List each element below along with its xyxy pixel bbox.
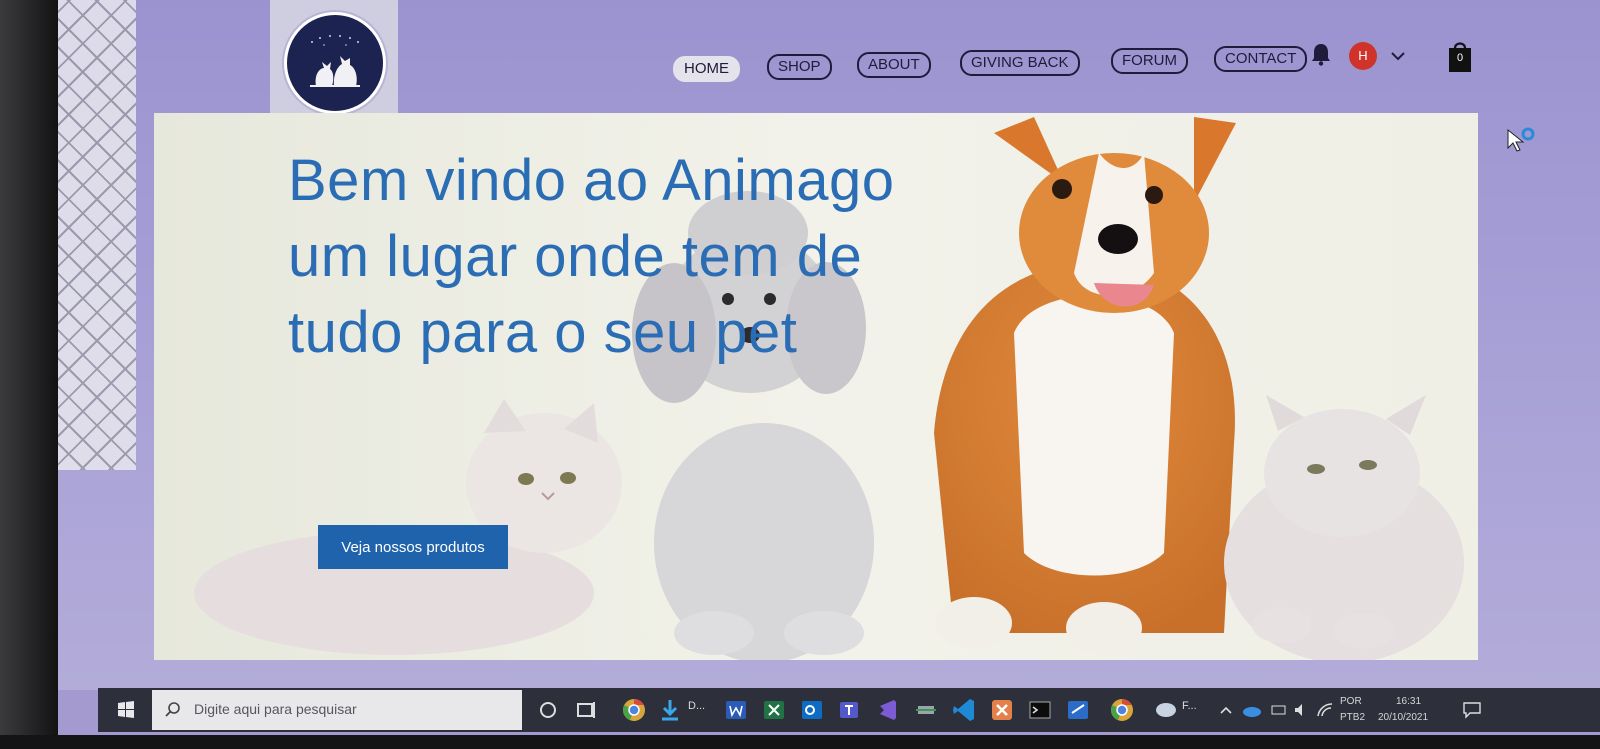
task-view-icon[interactable] <box>572 696 600 724</box>
clock-date[interactable]: 20/10/2021 <box>1378 712 1429 723</box>
app-icon[interactable] <box>1064 696 1092 724</box>
active-window-icon[interactable] <box>1152 696 1180 724</box>
notification-icon[interactable] <box>1462 700 1482 720</box>
vscode-icon[interactable] <box>950 696 978 724</box>
screen <box>58 0 1600 735</box>
battery-icon[interactable] <box>1270 701 1288 719</box>
speaker-icon[interactable] <box>1292 701 1310 719</box>
windows-taskbar <box>98 688 1600 732</box>
nav-home[interactable]: HOME <box>673 56 740 82</box>
taskbar-search-box[interactable] <box>152 690 522 730</box>
hero-title-line-2: um lugar onde tem de <box>288 224 863 289</box>
visual-studio-icon[interactable] <box>874 696 902 724</box>
chrome-icon[interactable] <box>1108 696 1136 724</box>
clock-time[interactable]: 16:31 <box>1396 696 1422 707</box>
cart-count: 0 <box>1456 52 1464 64</box>
excel-icon[interactable] <box>760 696 788 724</box>
user-avatar[interactable]: H <box>1349 42 1377 70</box>
keyboard-indicator[interactable]: PTB2 <box>1340 712 1366 723</box>
chrome-icon[interactable] <box>620 696 648 724</box>
language-indicator[interactable]: POR <box>1340 696 1362 707</box>
onedrive-icon[interactable] <box>1240 702 1262 718</box>
nav-contact[interactable]: CONTACT <box>1214 46 1307 72</box>
view-products-button[interactable]: Veja nossos produtos <box>318 525 508 569</box>
hero-title-line-3: tudo para o seu pet <box>288 300 798 365</box>
teams-icon[interactable] <box>836 696 864 724</box>
wifi-icon[interactable] <box>1316 701 1334 719</box>
network-app-icon[interactable] <box>912 696 940 724</box>
xampp-icon[interactable] <box>988 696 1016 724</box>
download-label: D... <box>688 700 706 712</box>
chevron-down-icon[interactable] <box>1388 46 1408 66</box>
download-icon[interactable] <box>656 696 684 724</box>
hero-title-line-1: Bem vindo ao Animago <box>288 148 895 213</box>
nav-about[interactable]: ABOUT <box>857 52 931 78</box>
monitor-bezel-bottom <box>0 735 1600 749</box>
search-placeholder: Digite aqui para pesquisar <box>194 701 357 717</box>
busy-cursor-icon <box>1506 126 1536 156</box>
terminal-icon[interactable] <box>1026 696 1054 724</box>
hero-title <box>288 143 1008 371</box>
monitor-bezel <box>0 0 60 749</box>
bell-icon[interactable] <box>1310 42 1332 66</box>
system-tray <box>1218 688 1600 732</box>
cart-button[interactable] <box>1446 38 1474 74</box>
website <box>58 0 1600 690</box>
active-window-label: F... <box>1182 700 1197 712</box>
chevron-up-icon[interactable] <box>1218 702 1234 718</box>
word-icon[interactable] <box>722 696 750 724</box>
site-logo[interactable] <box>284 12 386 114</box>
lattice-background <box>58 0 136 470</box>
nav-forum[interactable]: FORUM <box>1111 48 1188 74</box>
outlook-icon[interactable] <box>798 696 826 724</box>
nav-giving-back[interactable]: GIVING BACK <box>960 50 1080 76</box>
windows-start-icon[interactable] <box>106 694 146 726</box>
nav-shop[interactable]: SHOP <box>767 54 832 80</box>
cat-dog-logo-icon <box>300 28 370 98</box>
hero-banner <box>154 113 1478 660</box>
search-icon <box>164 701 182 719</box>
cortana-icon[interactable] <box>534 696 562 724</box>
